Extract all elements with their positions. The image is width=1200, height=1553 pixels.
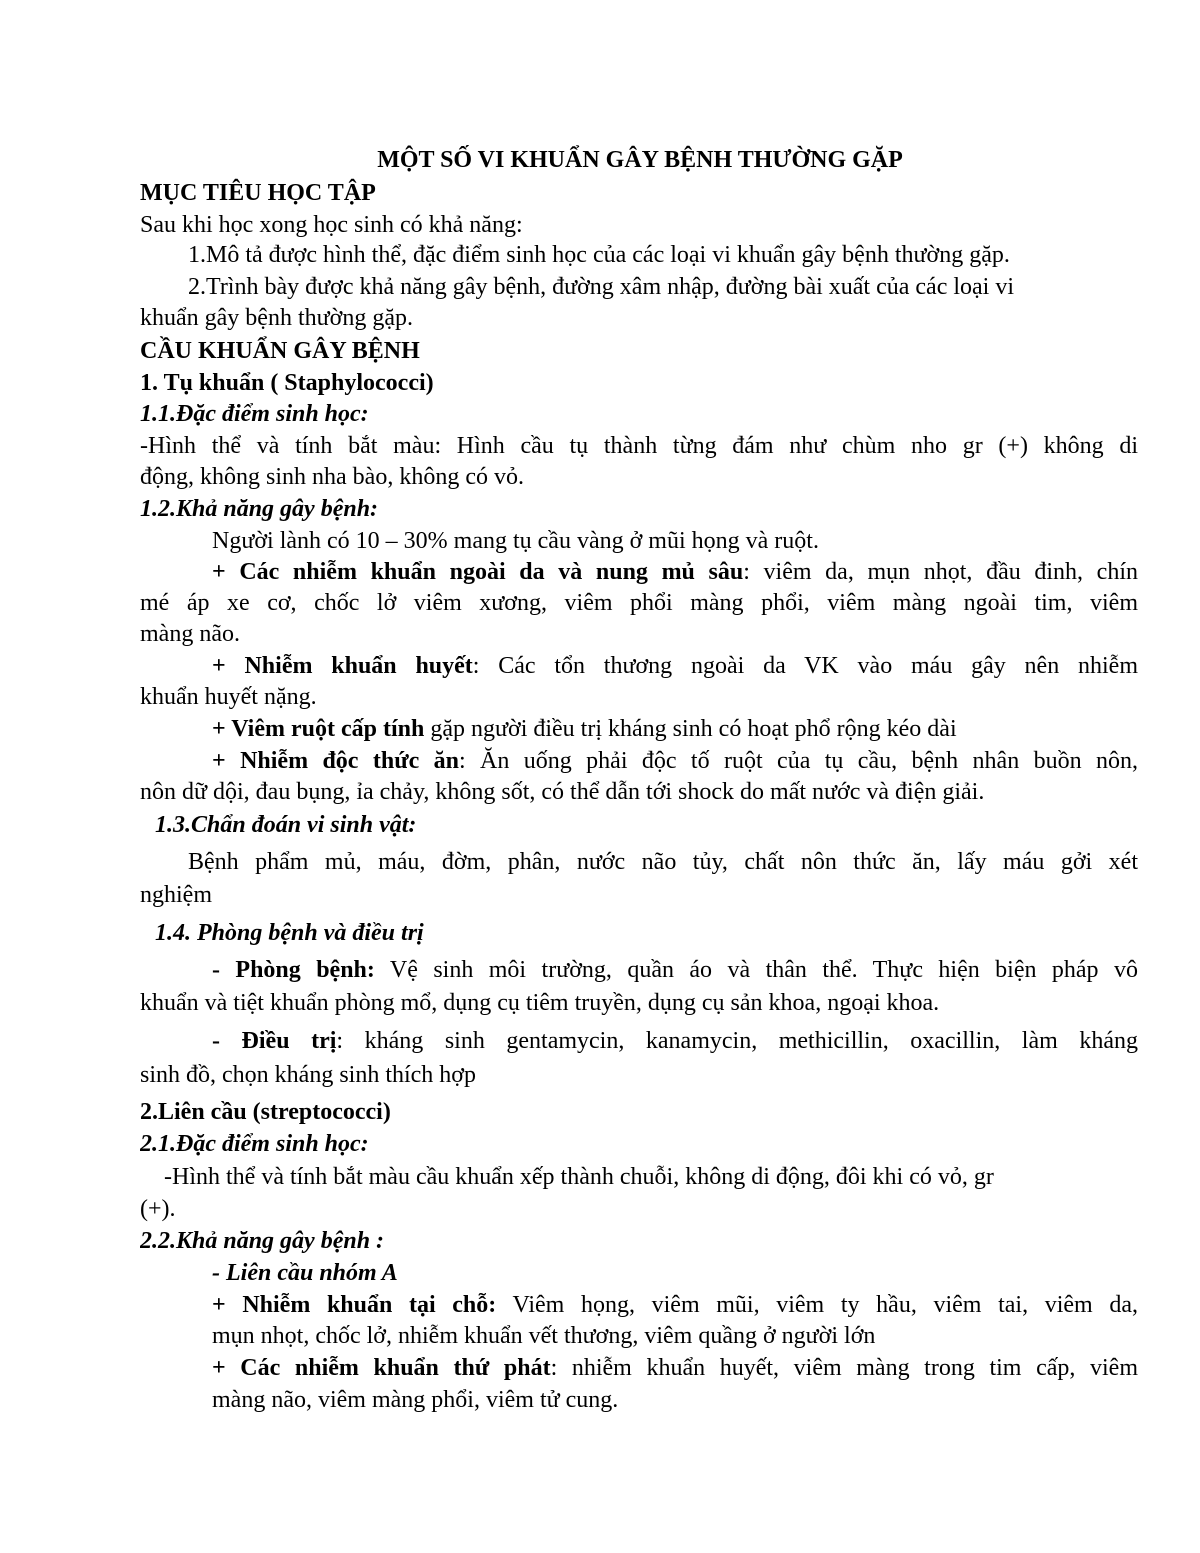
heading-1-4: 1.4. Phòng bệnh và điều trị <box>155 920 424 946</box>
para-1-4-line-2: khuẩn và tiệt khuẩn phòng mổ, dụng cụ tiêm truyền, dụng cụ sản khoa, ngoại khoa. <box>140 990 940 1016</box>
para-2-1-line-2: (+). <box>140 1196 176 1222</box>
section-heading: CẦU KHUẨN GÂY BỆNH <box>140 338 420 364</box>
para-text: : kháng sinh gentamycin, kanamycin, methicillin, oxacillin, làm kháng <box>336 1028 1138 1054</box>
para-1-4-line-3 <box>212 1026 1138 1057</box>
bold-term: + Viêm ruột cấp tính <box>212 716 425 742</box>
para-1-2-line-9: nôn dữ dội, đau bụng, ỉa chảy, không sốt, có thể dẫn tới shock do mất nước và điện giải. <box>140 779 985 805</box>
para-text: : Ăn uống phải độc tố ruột của tụ cầu, bệnh nhân buồn nôn, <box>458 748 1138 774</box>
para-1-2-line-3: mé áp xe cơ, chốc lở viêm xương, viêm phổi màng phổi, viêm màng ngoài tim, viêm <box>140 590 1138 616</box>
objective-2-line-1: 2.Trình bày được khả năng gây bệnh, đường xâm nhập, đường bài xuất của các loại vi <box>188 274 1015 300</box>
para-1-2-line-4: màng não. <box>140 621 240 647</box>
bold-term: + Các nhiễm khuẩn ngoài da và nung mủ sâu <box>212 559 744 585</box>
para-1-2-line-7 <box>212 714 1138 745</box>
heading-streptococci: 2.Liên cầu (streptococci) <box>140 1099 391 1125</box>
para-1-3-line-1: Bệnh phẩm mủ, máu, đờm, phân, nước não tủy, chất nôn thức ăn, lấy máu gởi xét <box>188 849 1138 875</box>
para-2-2-line-2: mụn nhọt, chốc lở, nhiễm khuẩn vết thương, viêm quầng ở người lớn <box>212 1323 876 1349</box>
para-1-2-line-1: Người lành có 10 – 30% mang tụ cầu vàng ở mũi họng và ruột. <box>212 528 819 554</box>
para-1-4-line-1 <box>212 955 1138 986</box>
para-2-2-line-4: màng não, viêm màng phổi, viêm tử cung. <box>212 1387 619 1413</box>
para-2-2-line-3 <box>212 1353 1138 1384</box>
para-1-4-line-4: sinh đồ, chọn kháng sinh thích hợp <box>140 1062 476 1088</box>
para-text: Vệ sinh môi trường, quần áo và thân thể. Thực hiện biện pháp vô <box>374 957 1138 983</box>
para-1-2-line-2 <box>212 557 1138 588</box>
objective-2-line-2: khuẩn gây bệnh thường gặp. <box>140 305 413 331</box>
page-title: MỘT SỐ VI KHUẨN GÂY BỆNH THƯỜNG GẶP <box>377 147 903 173</box>
para-1-3-line-2: nghiệm <box>140 882 212 908</box>
bold-term: + Nhiễm khuẩn huyết <box>212 653 473 679</box>
bold-term: + Nhiễm độc thức ăn <box>212 748 459 774</box>
para-text: : nhiễm khuẩn huyết, viêm màng trong tim cấp, viêm <box>550 1355 1138 1381</box>
para-text: Viêm họng, viêm mũi, viêm ty hầu, viêm tai, viêm da, <box>496 1292 1138 1318</box>
bold-term: + Các nhiễm khuẩn thứ phát <box>212 1355 551 1381</box>
heading-staphylococci: 1. Tụ khuẩn ( Staphylococci) <box>140 370 434 396</box>
heading-1-3: 1.3.Chẩn đoán vi sinh vật: <box>155 812 417 838</box>
bold-term: - Điều trị <box>212 1028 337 1054</box>
objective-1: 1.Mô tả được hình thể, đặc điểm sinh học của các loại vi khuẩn gây bệnh thường gặp. <box>188 242 1010 268</box>
heading-2-1: 2.1.Đặc điểm sinh học: <box>140 1131 369 1157</box>
para-text: : Các tổn thương ngoài da VK vào máu gây nên nhiễm <box>472 653 1138 679</box>
objectives-heading: MỤC TIÊU HỌC TẬP <box>140 180 376 206</box>
para-1-2-line-6: khuẩn huyết nặng. <box>140 684 317 710</box>
heading-group-a: - Liên cầu nhóm A <box>212 1260 398 1286</box>
heading-1-2: 1.2.Khả năng gây bệnh: <box>140 496 379 522</box>
para-2-1-line-1: -Hình thể và tính bắt màu cầu khuẩn xếp thành chuỗi, không di động, đôi khi có vỏ, gr <box>164 1164 994 1190</box>
para-1-1-line-2: động, không sinh nha bào, không có vỏ. <box>140 464 524 490</box>
objectives-intro: Sau khi học xong học sinh có khả năng: <box>140 212 523 238</box>
para-text: gặp người điều trị kháng sinh có hoạt phổ rộng kéo dài <box>424 716 957 742</box>
heading-1-1: 1.1.Đặc điểm sinh học: <box>140 401 369 427</box>
para-1-2-line-8 <box>212 746 1138 777</box>
para-2-2-line-1 <box>212 1290 1138 1321</box>
bold-term: - Phòng bệnh: <box>212 957 375 983</box>
heading-2-2: 2.2.Khả năng gây bệnh : <box>140 1228 385 1254</box>
para-1-2-line-5 <box>212 651 1138 682</box>
para-1-1-line-1: -Hình thể và tính bắt màu: Hình cầu tụ thành từng đám như chùm nho gr (+) không di <box>140 433 1138 459</box>
bold-term: + Nhiễm khuẩn tại chỗ: <box>212 1292 497 1318</box>
para-text: : viêm da, mụn nhọt, đầu đinh, chín <box>743 559 1138 585</box>
